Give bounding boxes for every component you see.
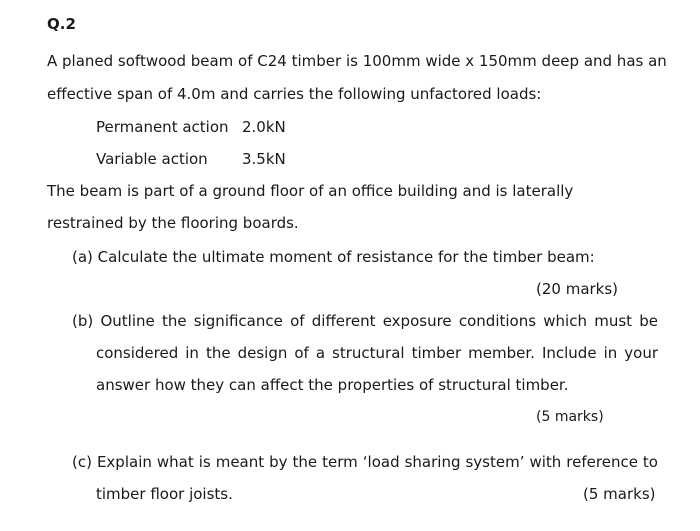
- context-line-1: The beam is part of a ground floor of an office building and is laterally: [47, 182, 574, 200]
- part-b-line-3: answer how they can affect the properties of structural timber.: [96, 376, 569, 394]
- part-c-line-1: (c) Explain what is meant by the term ‘load sharing system’ with reference to: [72, 453, 658, 471]
- variable-action-value: 3.5kN: [242, 150, 286, 168]
- part-b-line-2: considered in the design of a structural timber member. Include in your: [96, 344, 658, 362]
- part-a-text: (a) Calculate the ultimate moment of resistance for the timber beam:: [72, 248, 595, 266]
- variable-action-label: Variable action: [96, 150, 208, 168]
- permanent-action-value: 2.0kN: [242, 118, 286, 136]
- intro-line-1: A planed softwood beam of C24 timber is 100mm wide x 150mm deep and has an: [47, 52, 667, 70]
- intro-line-2: effective span of 4.0m and carries the following unfactored loads:: [47, 85, 542, 103]
- part-c-line-2: timber floor joists.: [96, 485, 233, 503]
- permanent-action-label: Permanent action: [96, 118, 229, 136]
- part-b-marks: (5 marks): [536, 409, 604, 425]
- part-c-marks: (5 marks): [583, 485, 656, 503]
- part-a-marks: (20 marks): [536, 280, 619, 298]
- question-number: Q.2: [47, 15, 76, 33]
- part-b-line-1: (b) Outline the significance of different exposure conditions which must be: [72, 312, 658, 330]
- context-line-2: restrained by the flooring boards.: [47, 214, 299, 232]
